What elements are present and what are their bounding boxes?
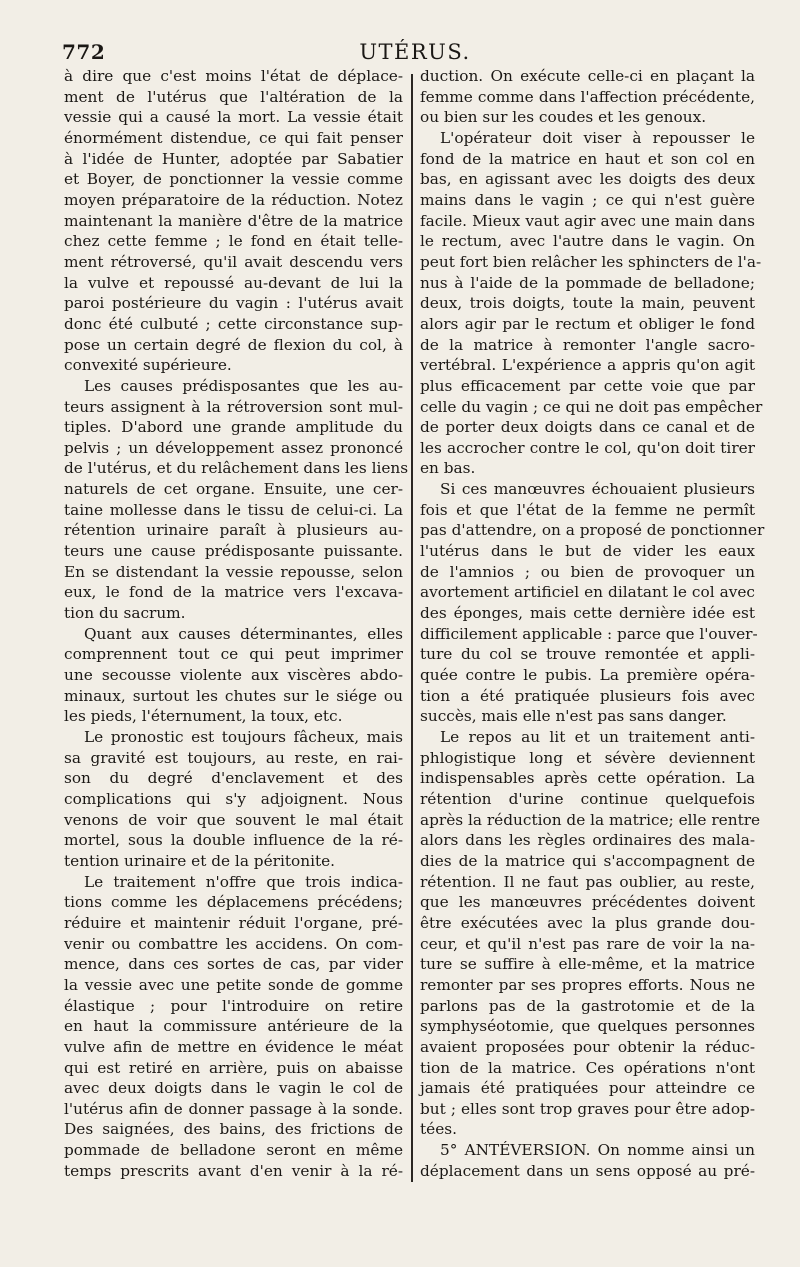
text-line: l'utérus afin de donner passage à la sonde. <box>64 1099 403 1118</box>
text-line: pas d'attendre, on a proposé de ponctionner <box>420 521 765 540</box>
text-line: mains dans le vagin ; ce qui n'est guère <box>420 190 755 209</box>
text-line: tiples. D'abord une grande amplitude du <box>64 418 403 437</box>
text-line: qui est retiré en arrière, puis on abaisse <box>64 1058 403 1077</box>
text-line: en bas. <box>420 459 476 478</box>
text-line: pelvis ; un développement assez prononcé <box>64 438 403 457</box>
text-line: alors dans les règles ordinaires des mala- <box>420 831 755 850</box>
text-line: Le traitement n'offre que trois indica- <box>84 872 403 891</box>
text-line: à l'idée de Hunter, adoptée par Sabatier <box>64 149 403 168</box>
text-line: être exécutées avec la plus grande dou- <box>420 913 755 932</box>
text-line: les pieds, l'éternument, la toux, etc. <box>64 707 343 726</box>
text-line: rétention d'urine continue quelquefois <box>420 789 755 808</box>
text-line: énormément distendue, ce qui fait penser <box>64 128 403 147</box>
text-line: fond de la matrice en haut et son col en <box>420 149 755 168</box>
text-line: parlons pas de la gastrotomie et de la <box>420 996 755 1015</box>
text-line: vertébral. L'expérience a appris qu'on agit <box>420 356 755 375</box>
text-line: plus efficacement par cette voie que par <box>420 376 755 395</box>
text-line: ture du col se trouve remontée et appli- <box>420 645 755 664</box>
text-line: réduire et maintenir réduit l'organe, pré- <box>64 913 403 932</box>
running-title: UTÉRUS. <box>359 40 471 64</box>
text-line: tion a été pratiquée plusieurs fois avec <box>420 686 755 705</box>
text-line: que les manœuvres précédentes doivent <box>420 893 755 912</box>
text-line: temps prescrits avant d'en venir à la ré- <box>64 1161 403 1180</box>
text-line: et Boyer, de ponctionner la vessie comme <box>64 170 403 189</box>
text-line: avaient proposées pour obtenir la réduc- <box>420 1037 755 1056</box>
text-line: venir ou combattre les accidens. On com- <box>64 934 403 953</box>
text-line: de la matrice à remonter l'angle sacro- <box>420 335 755 354</box>
text-line: duction. On exécute celle-ci en plaçant la <box>420 67 755 85</box>
text-line: sa gravité est toujours, au reste, en rai- <box>64 748 403 767</box>
text-line: pose un certain degré de flexion du col, à <box>64 335 403 354</box>
text-line: jamais été pratiquées pour atteindre ce <box>420 1079 755 1098</box>
text-line: avortement artificiel en dilatant le col avec <box>420 583 755 602</box>
column-divider <box>411 74 413 1182</box>
text-line: mortel, sous la double influence de la ré- <box>64 831 403 850</box>
text-line: symphyséotomie, que quelques personnes <box>420 1017 755 1036</box>
text-line: celle du vagin ; ce qui ne doit pas empêcher <box>420 397 763 416</box>
text-line: la vulve et repoussé au-devant de lui la <box>64 273 403 292</box>
text-line: nus à l'aide de la pommade de belladone; <box>420 273 755 292</box>
text-line: maintenant la manière d'être de la matrice <box>64 211 403 230</box>
text-line: des éponges, mais cette dernière idée est <box>420 604 755 623</box>
text-line: Les causes prédisposantes que les au- <box>84 376 403 395</box>
right-text-column <box>420 66 765 1181</box>
left-text-column <box>64 66 409 1181</box>
text-line: tées. <box>420 1120 457 1139</box>
text-line: 5° ANTÉVERSION. On nomme ainsi un <box>440 1141 755 1160</box>
text-line: facile. Mieux vaut agir avec une main dans <box>420 211 755 230</box>
text-line: son du degré d'enclavement et des <box>64 769 403 788</box>
text-line: l'utérus dans le but de vider les eaux <box>420 542 755 561</box>
text-line: une secousse violente aux viscères abdo- <box>64 666 403 685</box>
text-line: donc été culbuté ; cette circonstance sup- <box>64 314 403 333</box>
text-line: difficilement applicable : parce que l'ouver- <box>420 624 758 643</box>
text-line: chez cette femme ; le fond en était telle- <box>64 232 403 251</box>
text-line: de l'utérus, et du relâchement dans les liens <box>64 459 409 478</box>
text-line: ou bien sur les coudes et les genoux. <box>420 108 707 127</box>
text-line: à dire que c'est moins l'état de déplace- <box>64 67 403 85</box>
text-line: moyen préparatoire de la réduction. Notez <box>64 190 403 209</box>
text-line: les accrocher contre le col, qu'on doit tirer <box>420 438 755 457</box>
text-line: alors agir par le rectum et obliger le fond <box>420 314 755 333</box>
text-line: peut fort bien relâcher les sphincters de l'a- <box>420 252 762 271</box>
text-line: tion de la matrice. Ces opérations n'ont <box>420 1058 755 1077</box>
text-line: rétention urinaire paraît à plusieurs au- <box>64 521 403 540</box>
text-line: complications qui s'y adjoignent. Nous <box>64 789 403 808</box>
text-line: le rectum, avec l'autre dans le vagin. On <box>420 232 755 251</box>
text-line: ture se suffire à elle-même, et la matrice <box>420 955 755 974</box>
text-line: vessie qui a causé la mort. La vessie était <box>64 108 403 127</box>
text-line: pommade de belladone seront en même <box>64 1141 403 1160</box>
text-line: ceur, et qu'il n'est pas rare de voir la na- <box>420 934 755 953</box>
text-line: avec deux doigts dans le vagin le col de <box>64 1079 403 1098</box>
text-line: fois et que l'état de la femme ne permît <box>420 500 755 519</box>
text-line: dies de la matrice qui s'accompagnent de <box>420 851 755 870</box>
text-line: L'opérateur doit viser à repousser le <box>440 128 755 147</box>
text-line: bas, en agissant avec les doigts des deux <box>420 170 755 189</box>
text-line: en haut la commissure antérieure de la <box>64 1017 403 1036</box>
text-line: Le repos au lit et un traitement anti- <box>440 728 755 746</box>
text-line: paroi postérieure du vagin : l'utérus avait <box>64 294 403 313</box>
text-line: Si ces manœuvres échouaient plusieurs <box>440 480 755 499</box>
text-line: minaux, surtout les chutes sur le siége ou <box>64 686 403 705</box>
text-line: déplacement dans un sens opposé au pré- <box>420 1161 755 1180</box>
text-line: indispensables après cette opération. La <box>420 769 755 788</box>
text-line: rétention. Il ne faut pas oublier, au reste, <box>420 872 755 891</box>
text-line: après la réduction de la matrice; elle rentre <box>420 810 761 829</box>
text-line: de porter deux doigts dans ce canal et de <box>420 418 755 437</box>
text-line: quée contre le pubis. La première opéra- <box>420 666 755 685</box>
text-line: teurs une cause prédisposante puissante. <box>64 542 403 561</box>
text-line: ment de l'utérus que l'altération de la <box>64 87 403 106</box>
text-line: En se distendant la vessie repousse, selon <box>64 562 403 581</box>
text-line: taine mollesse dans le tissu de celui-ci. La <box>64 500 403 519</box>
text-line: tention urinaire et de la péritonite. <box>64 851 336 870</box>
text-line: vulve afin de mettre en évidence le méat <box>64 1037 403 1056</box>
text-line: deux, trois doigts, toute la main, peuvent <box>420 294 755 313</box>
text-line: Quant aux causes déterminantes, elles <box>84 624 403 643</box>
text-line: phlogistique long et sévère deviennent <box>420 748 755 767</box>
text-line: femme comme dans l'affection précédente, <box>420 87 755 106</box>
text-line: de l'amnios ; ou bien de provoquer un <box>420 562 755 581</box>
text-line: mence, dans ces sortes de cas, par vider <box>64 955 403 974</box>
text-line: élastique ; pour l'introduire on retire <box>64 996 403 1015</box>
text-line: but ; elles sont trop graves pour être adop- <box>420 1099 755 1118</box>
text-line: remonter par ses propres efforts. Nous ne <box>420 975 755 994</box>
text-line: Des saignées, des bains, des frictions de <box>64 1120 403 1139</box>
text-line: teurs assignent à la rétroversion sont mul- <box>64 397 403 416</box>
text-line: naturels de cet organe. Ensuite, une cer- <box>64 480 403 499</box>
text-line: tion du sacrum. <box>64 604 186 623</box>
text-line: eux, le fond de la matrice vers l'excava- <box>64 583 403 602</box>
text-line: la vessie avec une petite sonde de gomme <box>64 975 403 994</box>
text-line: comprennent tout ce qui peut imprimer <box>64 645 403 664</box>
text-line: succès, mais elle n'est pas sans danger. <box>420 707 727 726</box>
text-line: ment rétroversé, qu'il avait descendu vers <box>64 252 403 271</box>
text-line: convexité supérieure. <box>64 356 232 375</box>
text-line: tions comme les déplacemens précédens; <box>64 893 403 912</box>
page-number: 772 <box>62 40 106 64</box>
text-line: Le pronostic est toujours fâcheux, mais <box>84 728 403 746</box>
text-line: venons de voir que souvent le mal était <box>64 810 403 829</box>
